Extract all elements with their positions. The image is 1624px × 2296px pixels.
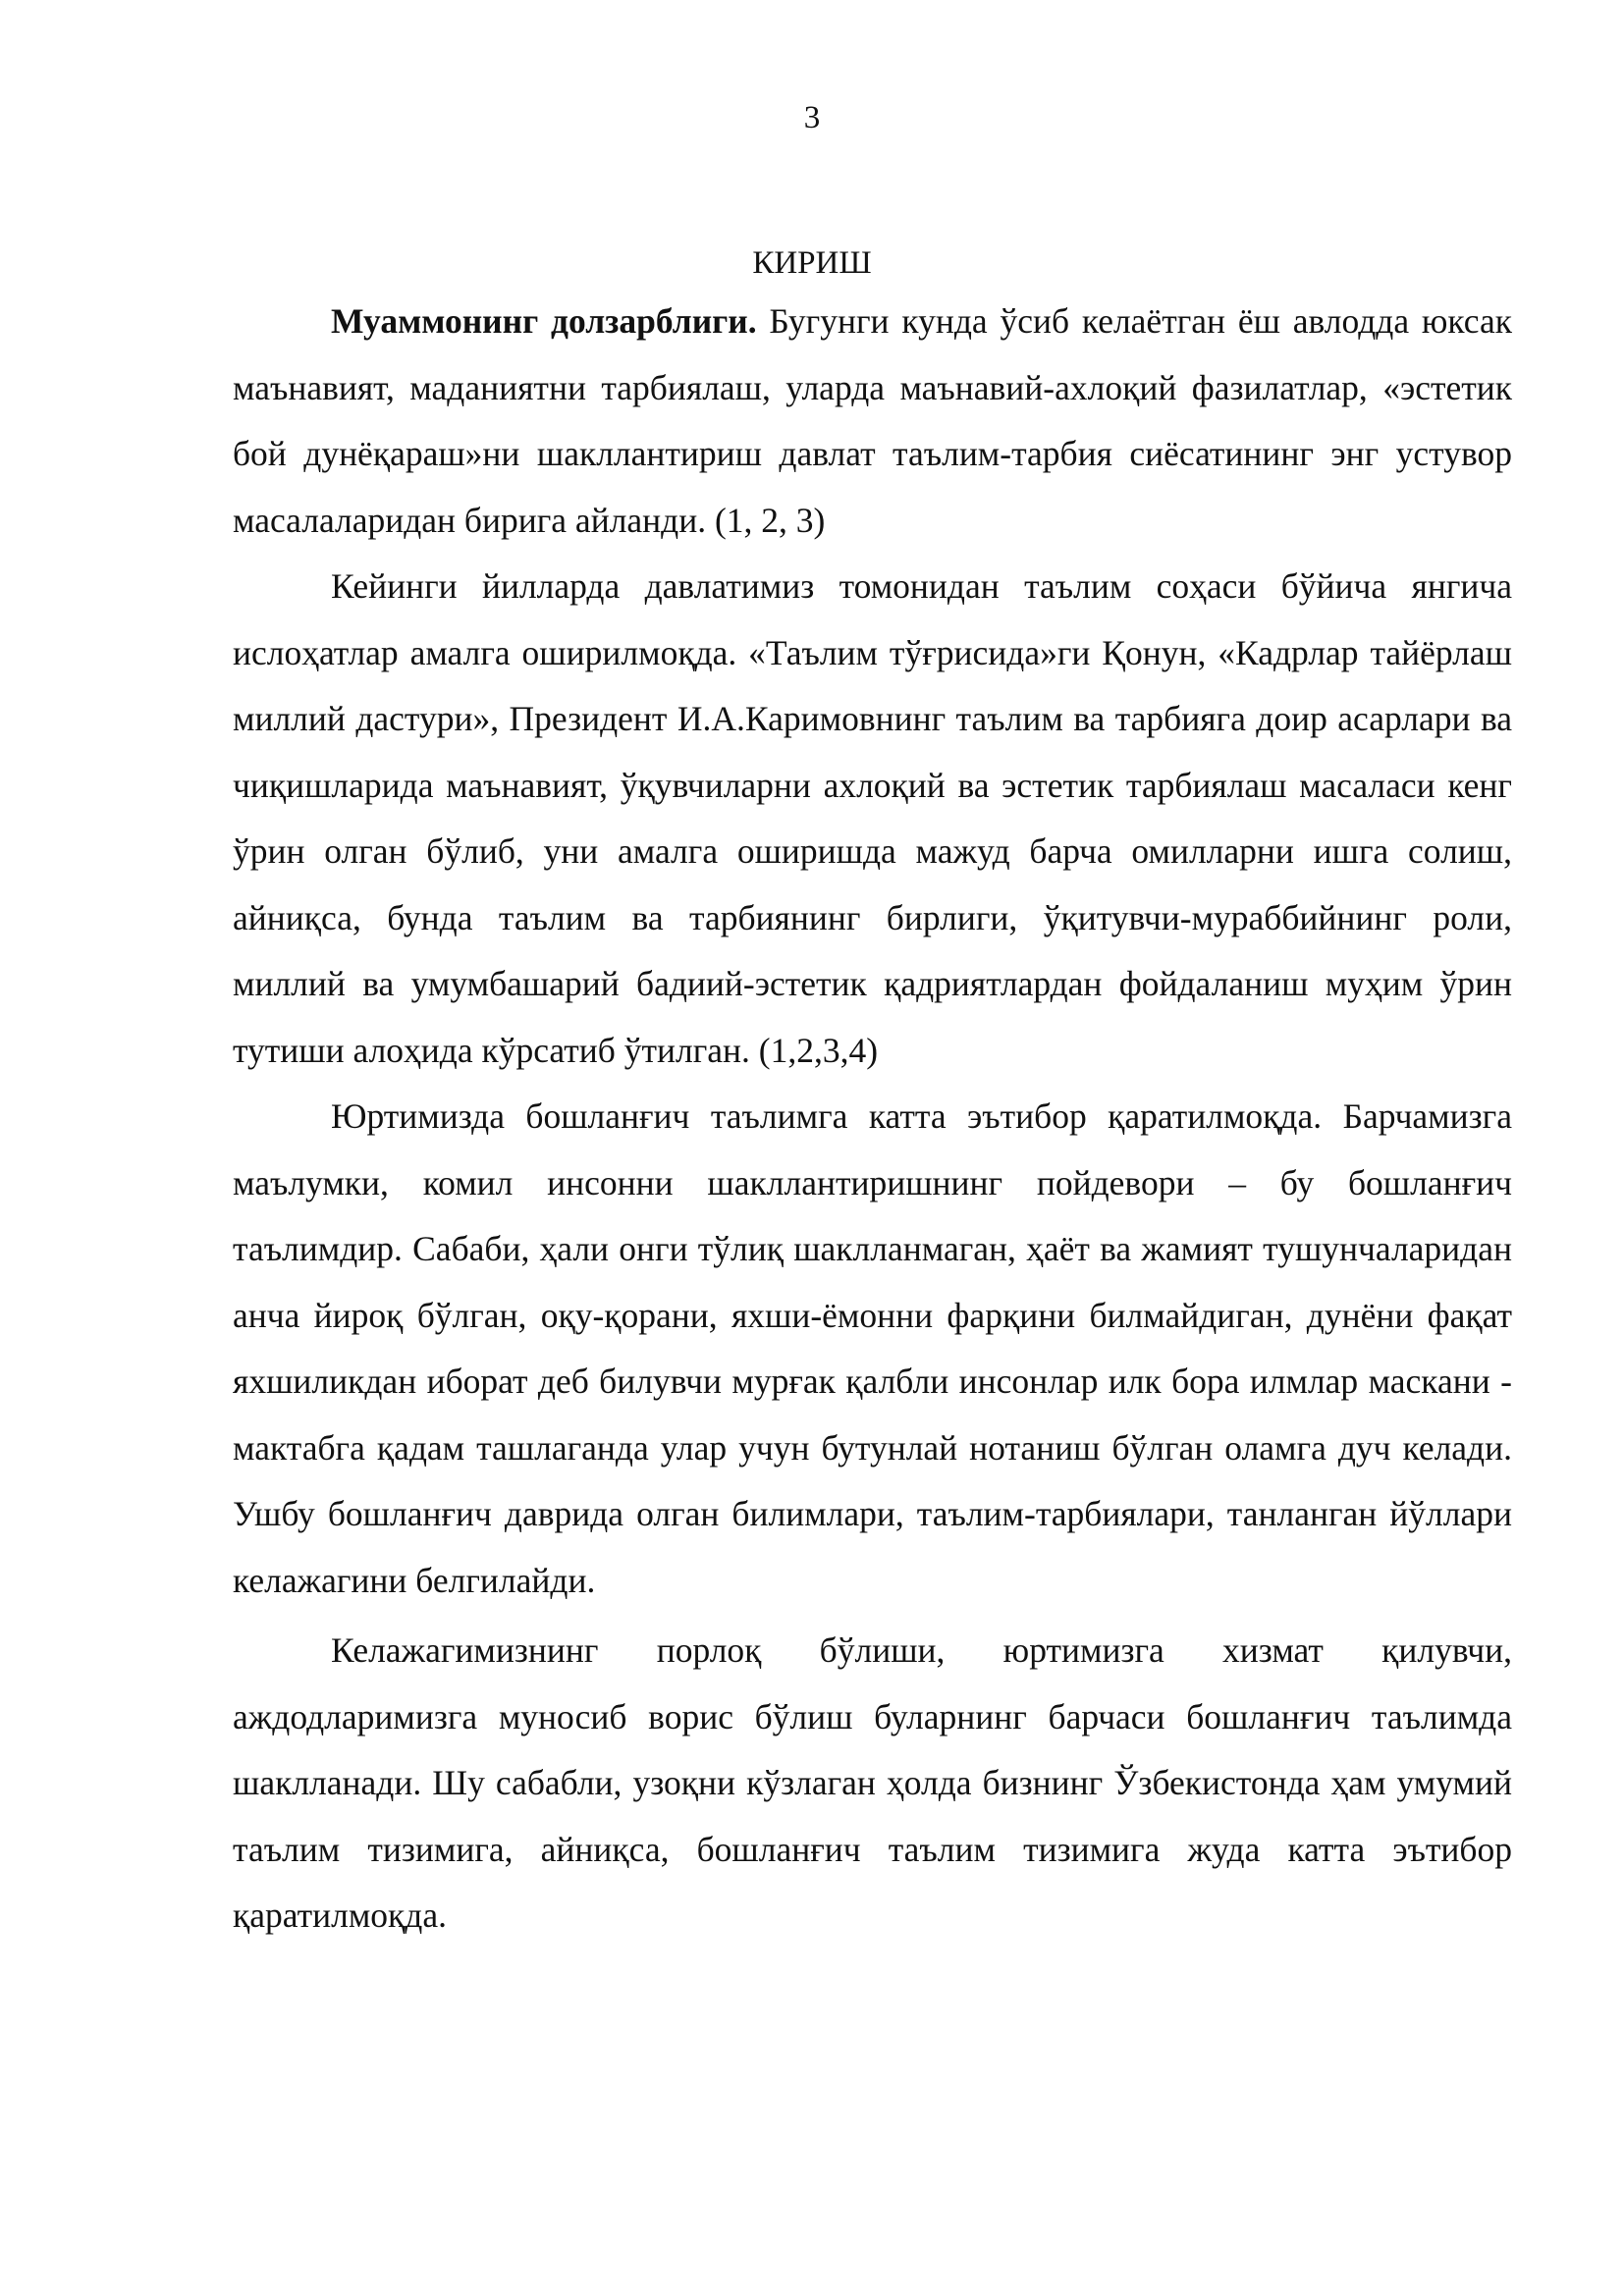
- paragraph-primary-education: Юртимизда бошланғич таълимга катта эътибор қаратилмоқда. Барчамизга маълумки, комил инсонни шакллантиришнинг пойдевори – бу бошланғич таълимдир. Сабаби, ҳали онги тўлиқ шаклланмаган, ҳаёт ва жамият тушунчаларидан анча йироқ бўлган, оқу-қорани, яхши-ёмонни фарқини билмайдиган, дунёни фақат яхшиликдан иборат деб билувчи мурғак қалбли инсонлар илк бора илмлар маскани - мактабга қадам ташлаганда улар учун бутунлай нотаниш бўлган оламга дуч келади. Ушбу бошланғич даврида олган билимлари, таълим-тарбиялари, танланган йўллари келажагини белгилайди.: [233, 1096, 1512, 1600]
- paragraph-relevance: [233, 289, 1512, 554]
- paragraph-lead: Муаммонинг долзарблиги.: [331, 301, 757, 341]
- paragraph-future: Келажагимизнинг порлоқ бўлиши, юртимизга хизмат қилувчи, аждодларимизга муносиб ворис бўлиш буларнинг барчаси бошланғич таълимда шаклланади. Шу сабабли, узоқни кўзлаган ҳолда бизнинг Ўзбекистонда ҳам умумий таълим тизимига, айниқса, бошланғич таълим тизимига жуда катта эътибор қаратилмоқда.: [233, 1630, 1512, 1935]
- paragraph-text: Бугунги кунда ўсиб келаётган ёш авлодда юксак маънавият, маданиятни тарбиялаш, уларда маънавий-ахлоқий фазилатлар, «эстетик бой дунёқараш»ни шакллантириш давлат таълим-тарбия сиёсатининг энг устувор масалаларидан бирига айланди. (1, 2, 3): [233, 301, 1512, 540]
- document-body: [233, 289, 1512, 1949]
- paragraph-reforms: Кейинги йилларда давлатимиз томонидан таълим соҳаси бўйича янгича ислоҳатлар амалга оширилмоқда. «Таълим тўғрисида»ги Қонун, «Кадрлар тайёрлаш миллий дастури», Президент И.А.Каримовнинг таълим ва тарбияга доир асарлари ва чиқишларида маънавият, ўқувчиларни ахлоқий ва эстетик тарбиялаш масаласи кенг ўрин олган бўлиб, уни амалга оширишда мажуд барча омилларни ишга солиш, айниқса, бунда таълим ва тарбиянинг бирлиги, ўқитувчи-мураббийнинг роли, миллий ва умумбашарий бадиий-эстетик қадриятлардан фойдаланиш муҳим ўрин тутиши алоҳида кўрсатиб ўтилган. (1,2,3,4): [233, 566, 1512, 1070]
- section-heading: КИРИШ: [752, 245, 872, 281]
- page-number: 3: [803, 100, 821, 135]
